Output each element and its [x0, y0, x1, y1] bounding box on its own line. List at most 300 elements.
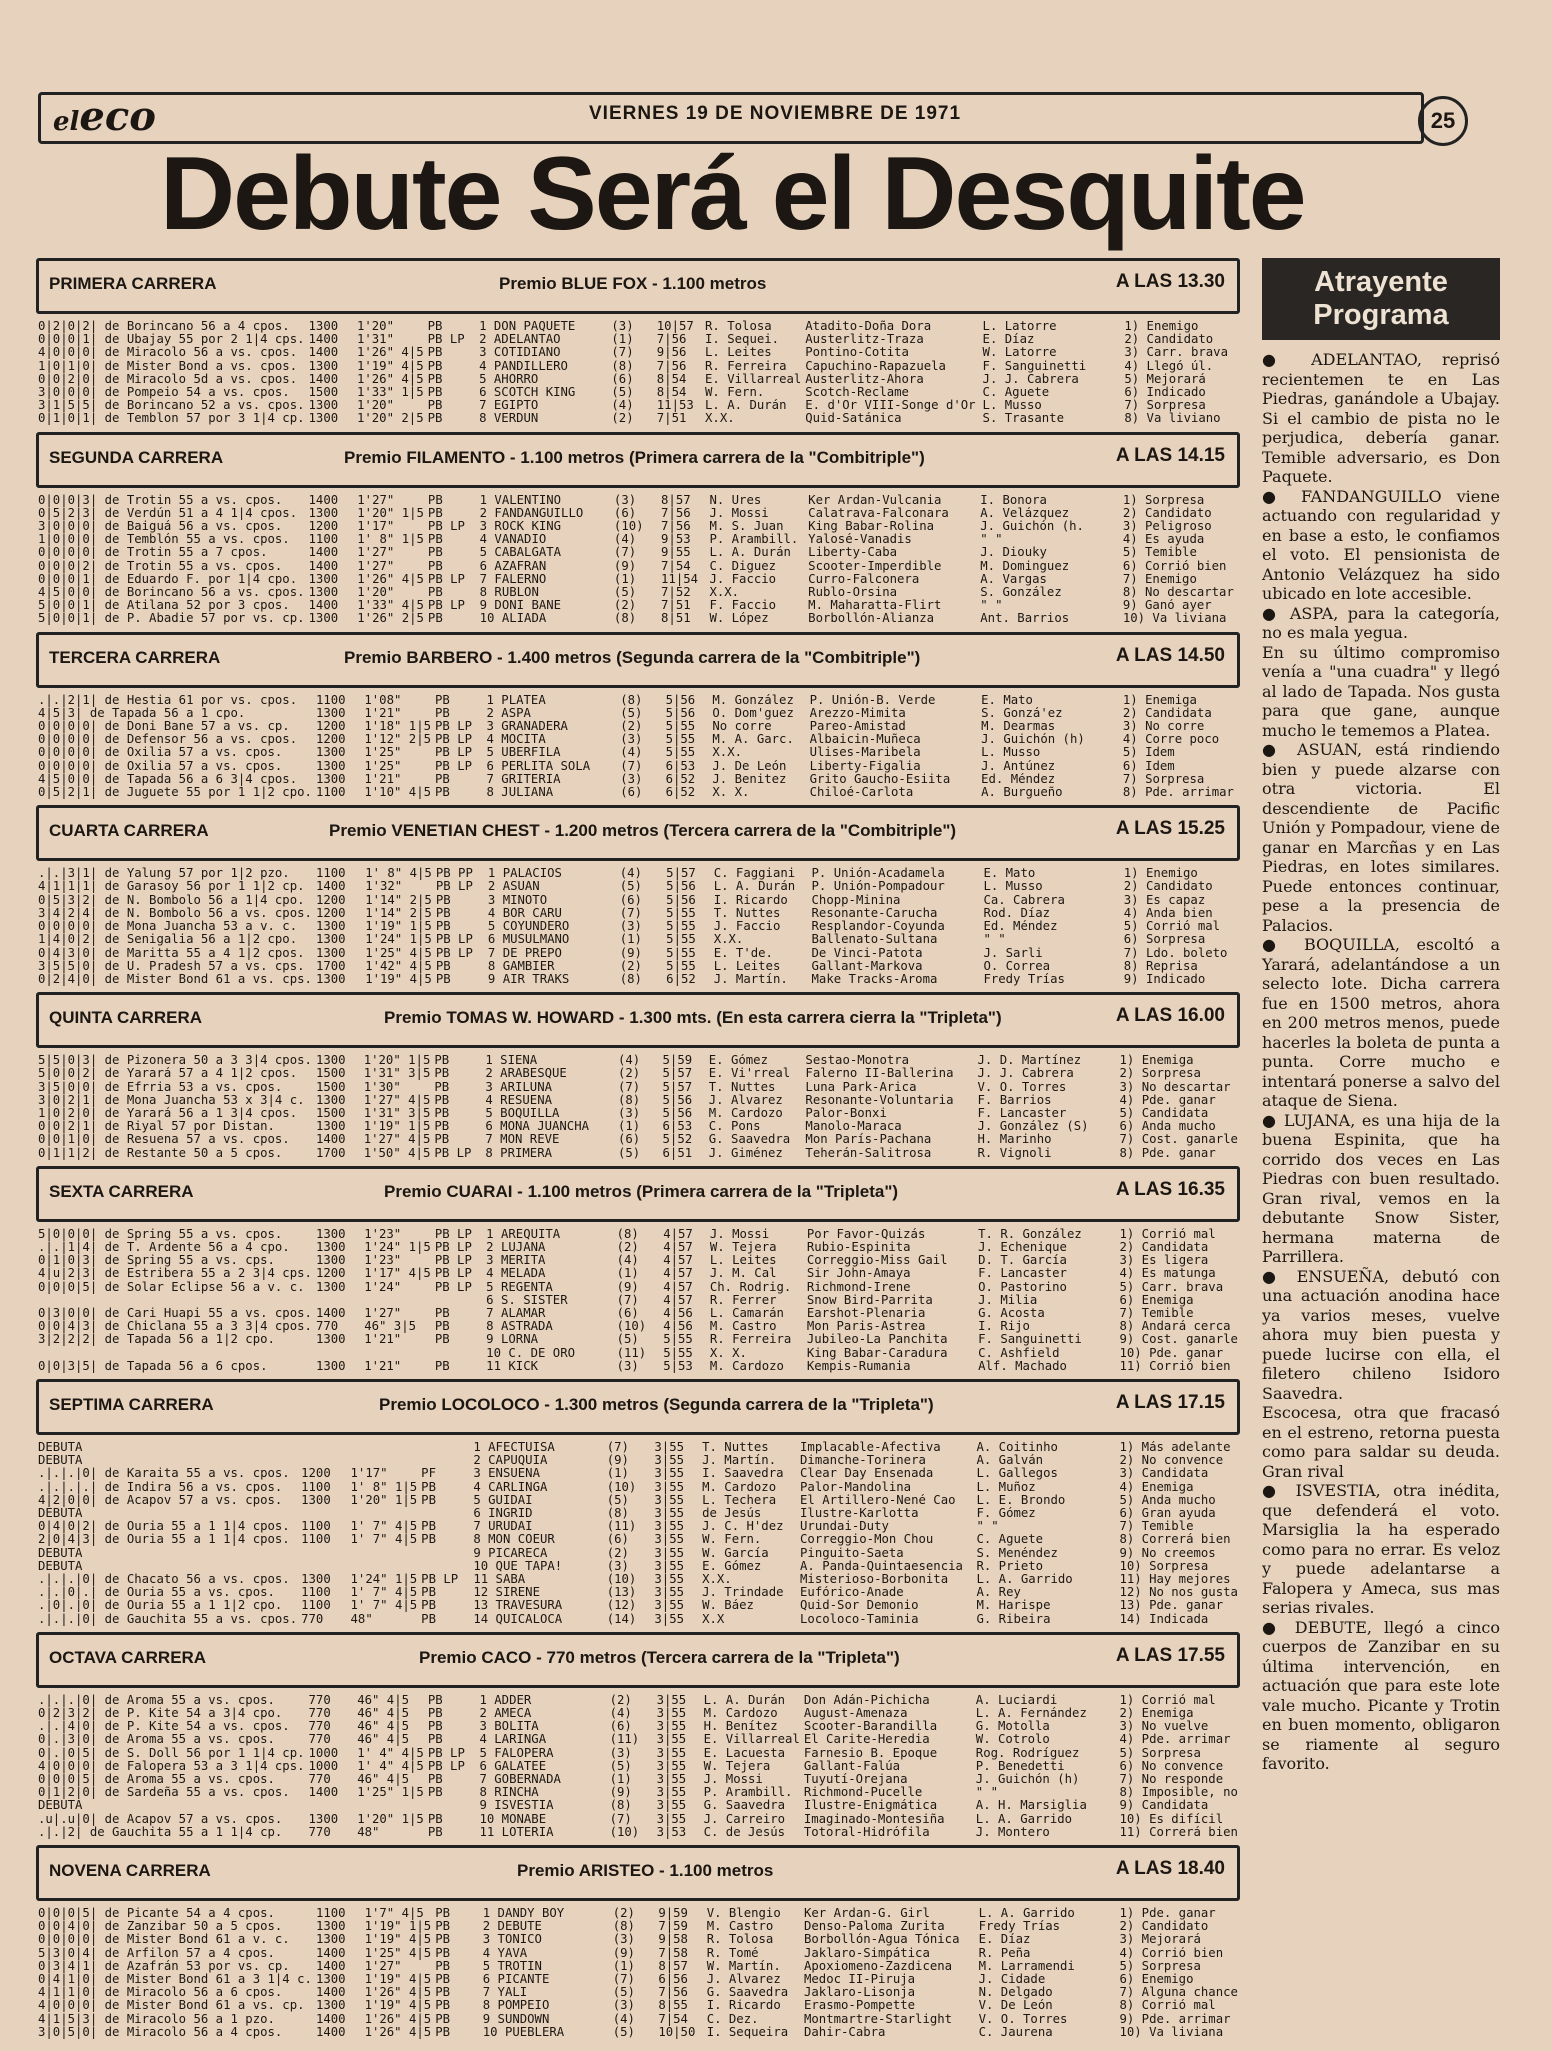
entry-cell: PB: [435, 2012, 451, 2026]
entry-cell: 4|0|0|0| de Mister Bond 61 a vs. cp.: [38, 1999, 305, 2013]
entry-cell: PB LP: [435, 946, 473, 960]
entry-cell: C. Jaurena: [978, 2025, 1053, 2039]
entry-cell: PB: [435, 706, 450, 720]
entry-cell: (2): [616, 1240, 639, 1254]
entry-cell: I. Sequei.: [705, 333, 780, 347]
entry-cell: PB: [434, 1120, 450, 1134]
entry-cell: (4): [616, 1254, 639, 1268]
entry-cell: C. Dez.: [706, 2012, 759, 2026]
entry-row: [36, 1360, 1240, 1373]
entry-cell: 3|0|0|0| de Baiguá 56 a vs. cpos.: [38, 520, 283, 534]
entry-cell: 3|55: [654, 1506, 685, 1520]
entry-cell: .|0|.|0| de Ouria 55 a 1 1|2 cpo.: [38, 1599, 283, 1613]
entry-cell: PB: [427, 1720, 443, 1734]
entry-cell: 7) Enemigo: [1122, 572, 1197, 586]
entry-cell: [299, 1547, 348, 1560]
entry-cell: J. Trindade: [702, 1586, 784, 1600]
entry-cell: 7 DE PREPO: [487, 946, 562, 960]
entry-cell: 5 BOQUILLA: [485, 1106, 560, 1120]
entry-cell: PB: [435, 920, 451, 934]
entry-cell: PB: [427, 559, 443, 573]
entry-cell: [426, 1799, 478, 1812]
entry-cell: J. J. Cabrera: [977, 1067, 1074, 1081]
race-prize: Premio CACO - 770 metros (Tercera carrera de la "Tripleta"): [419, 1647, 900, 1667]
entry-cell: 1'26" 4|5: [364, 1986, 432, 2000]
entry-cell: (8): [620, 693, 643, 707]
entry-cell: 8 RUBLON: [479, 586, 539, 600]
entry-cell: J. Benitez: [712, 772, 787, 786]
entry-cell: [314, 1294, 362, 1307]
race-time: A LAS 16.35: [1115, 1178, 1225, 1200]
entry-cell: 10) Sorpresa: [1119, 1559, 1209, 1573]
entry-row: [36, 1094, 1240, 1107]
entry-cell: Make Tracks-Aroma: [811, 972, 938, 986]
race-block: [36, 258, 1240, 426]
entry-cell: H. Marinho: [977, 1133, 1052, 1147]
entry-row: [36, 320, 1240, 333]
entry-cell: 3|1|5|5| de Borincano 52 a vs. cpos.: [38, 399, 305, 413]
entry-cell: 0|0|2|0| de Miracolo 5d a vs. cpos.: [38, 372, 298, 386]
race-time: A LAS 14.15: [1115, 444, 1225, 466]
entry-row: [36, 1347, 1240, 1360]
entry-row: [36, 1986, 1240, 1999]
entry-cell: .|.|2| de Gauchita 55 a 1 1|4 cp.: [38, 1825, 283, 1839]
entry-cell: Rublo-Orsina: [808, 586, 898, 600]
entry-cell: 1100: [315, 867, 346, 881]
entry-cell: PB LP: [427, 599, 465, 613]
entry-cell: 8|55: [658, 1999, 688, 2013]
entry-cell: 1'18" 1|5: [364, 720, 432, 734]
entry-cell: 1'10" 4|5: [364, 786, 432, 800]
entry-cell: J. M. Cal: [709, 1267, 777, 1281]
entry-cell: 4|1|1|0| de Miracolo 56 a 6 cpos.: [38, 1986, 283, 2000]
entry-row: [36, 1081, 1240, 1094]
entry-row: [36, 1120, 1240, 1133]
entry-cell: C. Aguete: [982, 386, 1050, 400]
entry-cell: De Vinci-Patota: [811, 946, 923, 960]
entry-cell: 3 MERITA: [486, 1254, 546, 1268]
entry-cell: PB: [435, 1907, 451, 1921]
entry-cell: 13) Pde. ganar: [1119, 1599, 1224, 1613]
entry-cell: PB LP: [434, 1227, 472, 1241]
entry-cell: Alf. Machado: [978, 1359, 1067, 1373]
entry-cell: PB: [434, 1067, 450, 1081]
entry-row: [36, 1067, 1240, 1080]
entry-cell: 9) No creemos: [1119, 1546, 1216, 1560]
sidebar-paragraph: ● ASUAN, está rindiendo bien y puede alzarse con otra victoria. El descendiente de Pacific Unión y Pompadour, viene de ganar en Marcñas y en Las Piedras, en lotes similares. Puede entonces continuar, pese a la presencia de Palacios.: [1262, 740, 1500, 935]
entry-cell: [349, 1560, 420, 1573]
entry-cell: 770: [301, 1612, 324, 1626]
entry-cell: 1'24" 1|5: [350, 1573, 418, 1586]
race-prize: Premio BLUE FOX - 1.100 metros: [499, 274, 767, 293]
entry-cell: 8) Andará cerca: [1119, 1320, 1231, 1334]
entry-cell: 2 ASUAN: [487, 880, 540, 894]
entry-cell: 8|54: [656, 372, 687, 386]
race-entries-table: [36, 694, 1240, 800]
entry-cell: (6): [616, 1306, 639, 1320]
entry-cell: DEBUTA: [38, 1559, 83, 1573]
entry-cell: 1300: [308, 586, 339, 600]
entry-cell: 4|57: [663, 1227, 693, 1241]
entry-cell: 5|55: [663, 1333, 693, 1347]
entry-cell: Ant. Barrios: [980, 612, 1070, 626]
race-time: A LAS 18.40: [1115, 1858, 1225, 1880]
entry-cell: 1'17": [350, 1467, 388, 1481]
entry-cell: 5|0|0|0| de Spring 55 a vs. cpos.: [38, 1227, 283, 1241]
entry-cell: 6) Indicado: [1124, 386, 1206, 400]
entry-cell: PB: [435, 693, 450, 707]
entry-row: [36, 1254, 1240, 1267]
entry-cell: Resonante-Voluntaria: [805, 1093, 954, 1107]
page-number: 25: [1418, 96, 1468, 146]
entry-cell: 4 PANDILLERO: [479, 359, 568, 373]
entry-cell: 3|55: [656, 1773, 687, 1787]
entry-cell: I. Ricardo: [706, 1999, 781, 2013]
entry-cell: 1'23": [364, 1254, 402, 1268]
entry-cell: Palor-Mandolina: [800, 1480, 912, 1494]
entry-cell: 2) Candidata: [1122, 706, 1212, 720]
entry-cell: Scotch-Reclame: [805, 386, 909, 400]
entry-cell: F. Sanguinetti: [982, 359, 1087, 373]
entry-cell: 4 RESUENA: [485, 1093, 553, 1107]
entry-cell: J. Echenique: [978, 1240, 1067, 1254]
entry-cell: PB LP: [435, 720, 473, 734]
entry-cell: Mon Paris-Astrea: [806, 1320, 926, 1334]
entry-cell: 1400: [315, 1306, 346, 1320]
race-header: [36, 1632, 1240, 1688]
entry-cell: 6 MONA JUANCHA: [485, 1120, 590, 1134]
entry-cell: 1300: [315, 1240, 346, 1254]
entry-cell: [419, 1454, 471, 1467]
entry-row: [36, 1054, 1240, 1067]
entry-row: [36, 1733, 1240, 1746]
entry-cell: 3|55: [656, 1746, 687, 1760]
entry-cell: 8|57: [658, 1959, 688, 1973]
entry-cell: Curro-Falconera: [808, 572, 920, 586]
entry-cell: 1'42" 4|5: [365, 959, 432, 973]
entry-cell: L. A. Durán: [709, 546, 791, 560]
entry-cell: 1' 8" 1|5: [350, 1480, 418, 1494]
entry-cell: (4): [613, 533, 637, 547]
entry-cell: C. Diguez: [709, 559, 777, 573]
entry-cell: 7 URUDAI: [473, 1520, 533, 1534]
entry-cell: (3): [619, 920, 642, 934]
entry-cell: Calatrava-Falconara: [808, 506, 949, 520]
entry-cell: PB LP: [435, 759, 473, 773]
entry-cell: 1 SIENA: [485, 1054, 538, 1068]
entry-cell: 5 TROTIN: [482, 1959, 542, 1973]
entry-cell: 1300: [315, 1333, 346, 1347]
entry-cell: 5|53: [663, 1359, 693, 1373]
entry-cell: 5) Anda mucho: [1119, 1493, 1216, 1507]
race-prize: Premio LOCOLOCO - 1.300 metros (Segunda carrera de la "Tripleta"): [379, 1394, 934, 1414]
entry-cell: 8) Pde. arrimar: [1122, 786, 1234, 800]
entry-cell: (4): [617, 1054, 641, 1068]
entry-cell: I. Rijo: [978, 1320, 1030, 1334]
entry-cell: 1200: [315, 906, 346, 920]
entry-cell: Richmond-Irene: [806, 1280, 911, 1294]
entry-row: [36, 2013, 1240, 2026]
entry-cell: 46" 4|5: [357, 1707, 410, 1721]
entry-cell: E. Gómez: [702, 1559, 762, 1573]
entry-cell: 4|0|0|0| de Miracolo 56 a vs. cpos.: [38, 346, 298, 360]
entry-cell: 3|55: [656, 1786, 687, 1800]
entry-cell: (1): [616, 1267, 639, 1281]
entry-cell: PB: [435, 1959, 451, 1973]
entry-row: [36, 1960, 1240, 1973]
entry-cell: (7): [606, 1440, 629, 1454]
entry-cell: F. Lancaster: [977, 1106, 1067, 1120]
entry-cell: 7|56: [658, 1986, 688, 2000]
entry-cell: 0|4|0|2| de Ouria 55 a 1 1|4 cpos.: [38, 1520, 290, 1534]
entry-cell: 1500: [315, 1080, 346, 1094]
entry-cell: PB: [427, 386, 443, 400]
entry-cell: PB: [427, 346, 443, 360]
entry-cell: Liberty-Caba: [808, 546, 898, 560]
entry-cell: [419, 1560, 471, 1573]
entry-cell: Por Favor-Quizás: [806, 1227, 926, 1241]
entry-cell: 7) Sorpresa: [1122, 772, 1205, 786]
sidebar-title-line2: Programa: [1313, 299, 1449, 331]
entry-row: [36, 586, 1240, 599]
entry-cell: 6 S. SISTER: [486, 1293, 568, 1307]
entry-cell: 1'26" 4|5: [356, 346, 424, 360]
entry-cell: (13): [606, 1586, 637, 1600]
entry-cell: 1|0|1|0| de Mister Bond a vs. cpos.: [38, 359, 298, 373]
entry-row: [36, 1494, 1240, 1507]
entry-cell: W. Cotrolo: [975, 1733, 1050, 1747]
entry-cell: 0|0|0|1| de Eduardo F. por 1|4 cpo.: [38, 572, 298, 586]
entry-cell: (4): [620, 746, 643, 760]
entry-cell: 1'20": [356, 399, 394, 413]
entry-cell: 1100: [301, 1599, 331, 1613]
entry-cell: 1'50" 4|5: [363, 1146, 431, 1160]
entry-cell: V. Blengio: [706, 1907, 781, 1921]
entry-cell: L. Techera: [702, 1493, 777, 1507]
entry-cell: PB: [427, 586, 443, 600]
entry-cell: 11|53: [656, 399, 694, 413]
entry-cell: (6): [606, 1533, 629, 1547]
entry-row: [36, 1547, 1240, 1560]
entry-cell: 4|5|0|0| de Tapada 56 a 6 3|4 cpos.: [38, 772, 298, 786]
entry-cell: 5|59: [662, 1054, 693, 1068]
entry-row: [36, 1560, 1240, 1573]
entry-cell: [419, 1441, 471, 1454]
entry-cell: 10) Va liviana: [1119, 2025, 1224, 2039]
entry-cell: .u|.u|0| de Acapov 57 a vs. cpos.: [38, 1812, 283, 1826]
race-entries-table: [36, 1228, 1240, 1373]
entry-cell: 1' 4" 4|5: [357, 1759, 424, 1773]
entry-cell: 9 DONI BANE: [479, 599, 562, 613]
entry-cell: Ed. Méndez: [983, 920, 1058, 934]
entry-cell: Jubileo-La Panchita: [806, 1333, 948, 1347]
entry-cell: 11) Correrá bien: [1119, 1825, 1238, 1839]
entry-cell: J. Alvarez: [708, 1093, 783, 1107]
entry-cell: (3): [611, 320, 634, 333]
entry-cell: 770: [315, 1320, 339, 1334]
entry-row: [36, 786, 1240, 799]
entry-cell: Scooter-Imperdible: [808, 559, 942, 573]
race-title: PRIMERA CARRERA: [49, 274, 217, 293]
entry-cell: 1300: [308, 399, 339, 413]
race-title: SEGUNDA CARRERA: [49, 447, 224, 467]
entry-cell: PB: [427, 506, 443, 520]
entry-cell: PB LP: [427, 520, 465, 534]
entry-cell: 0|1|0|1| de Temblon 57 por 3 1|4 cp.: [38, 412, 305, 426]
entry-cell: 0|3|4|1| de Azafrán 53 por vs. cp.: [38, 1959, 290, 1973]
entry-cell: 1'20" 1|5: [357, 506, 424, 520]
entry-cell: 3|55: [656, 1733, 687, 1747]
entry-cell: 3 COTIDIANO: [479, 346, 561, 360]
entry-cell: 5|56: [662, 1093, 693, 1107]
entry-cell: 1100: [301, 1586, 331, 1600]
entry-cell: 4|5|0|0| de Borincano 56 a vs. cpos.: [38, 586, 305, 600]
entry-cell: 3) Es ligera: [1119, 1254, 1209, 1268]
entry-cell: M. Harispe: [976, 1599, 1051, 1613]
entry-cell: PB: [435, 772, 450, 786]
entry-row: [36, 707, 1240, 720]
race-header: [36, 805, 1240, 861]
entry-cell: 3|2|2|2| de Tapada 56 a 1|2 cpo.: [38, 1333, 275, 1347]
entry-cell: 11) Hay mejores: [1119, 1573, 1231, 1586]
entry-cell: M. Cardozo: [708, 1106, 783, 1120]
entry-cell: 5|0|0|2| de Yarará 57 a 4 1|2 cpos.: [38, 1067, 298, 1081]
entry-cell: F. Lancaster: [978, 1267, 1067, 1281]
entry-cell: 1'26" 2|5: [357, 612, 424, 626]
entry-cell: (8): [611, 359, 634, 373]
entry-cell: 2 FANDANGUILLO: [479, 506, 584, 520]
entry-cell: (5): [617, 1146, 641, 1160]
entry-cell: PB: [421, 1612, 436, 1626]
entry-cell: 1400: [308, 599, 339, 613]
entry-cell: [433, 1294, 484, 1307]
entry-cell: Pareo-Amistad: [809, 720, 906, 734]
entry-cell: 0|0|0|0| de Mister Bond 61 a v. c.: [38, 1933, 290, 1947]
entry-cell: L. Muñoz: [976, 1480, 1036, 1494]
entry-cell: PB LP: [427, 572, 465, 586]
entry-cell: PB: [427, 1825, 443, 1839]
entry-cell: 1'19" 1|5: [363, 1120, 431, 1134]
entry-cell: W. López: [709, 612, 769, 626]
entry-cell: 3|55: [654, 1467, 685, 1481]
entry-cell: 0|5|2|1| de Juguete 55 por 1 1|2 cpo.: [38, 786, 312, 800]
entry-cell: 1'27": [364, 1959, 402, 1973]
entry-cell: X. X.: [712, 786, 750, 800]
entry-cell: 4 BOR CARU: [487, 906, 562, 920]
entry-cell: O. Correa: [983, 959, 1051, 973]
newspaper-logo: [53, 93, 156, 140]
entry-cell: 3) Mejorará: [1119, 1933, 1201, 1947]
entry-row: [36, 960, 1240, 973]
entry-cell: Resonante-Carucha: [811, 906, 938, 920]
entry-cell: H. Benítez: [703, 1720, 778, 1734]
entry-cell: [419, 1507, 471, 1520]
entry-row: [36, 1826, 1240, 1839]
entry-cell: J. C. H'dez: [702, 1520, 784, 1534]
entry-cell: (2): [606, 1546, 629, 1560]
entry-cell: X.X.: [702, 1573, 732, 1586]
entry-row: [36, 1799, 1240, 1812]
race-entries-table: [36, 867, 1240, 986]
entry-row: [36, 1241, 1240, 1254]
entry-cell: 8) No descartar: [1122, 586, 1234, 600]
entry-cell: (6): [617, 1133, 641, 1147]
sidebar-paragraph: ● BOQUILLA, escoltó a Yarará, adelantándose a un selecto lote. Dicha carrera fue en 1500 metros, ahora en 200 metros menos, puede hacerles la boleta de punta a punta. Corre mucho e intentará ponerse a salvo del ataque de Siena.: [1262, 935, 1500, 1110]
entry-row: [36, 973, 1240, 986]
entry-cell: J. Martín.: [702, 1454, 777, 1468]
entry-cell: 3) No vuelve: [1119, 1720, 1209, 1734]
entry-cell: 5|3|0|4| de Arfilon 57 a 4 cpos.: [38, 1946, 275, 1960]
entry-cell: 0|5|3|2| de N. Bombolo 56 a 1|4 cpo.: [38, 893, 305, 907]
sidebar-paragraph: En su último compromiso venía a "una cuadra" y llegó al lado de Tapada. Nos gusta para que gane, aunque mucho le tememos a Platea.: [1262, 642, 1500, 740]
entry-cell: 6 PERLITA SOLA: [486, 759, 591, 773]
entry-cell: 7|56: [656, 359, 687, 373]
race-block: [36, 805, 1240, 986]
entry-cell: L. Leites: [713, 959, 781, 973]
entry-cell: 3 TONICO: [482, 1933, 542, 1947]
entry-cell: Rod. Díaz: [983, 906, 1051, 920]
entry-cell: 2) Candidato: [1122, 506, 1212, 520]
entry-cell: 2) Candidata: [1119, 1240, 1209, 1254]
entry-cell: 5|56: [665, 706, 696, 720]
entry-row: [36, 1933, 1240, 1946]
entry-cell: R. Tolosa: [705, 320, 772, 333]
entry-cell: 1200: [315, 1267, 346, 1281]
entry-cell: 8|57: [661, 493, 691, 507]
sidebar-paragraph: ● ADELANTAO, reprisó recientemen te en Las Piedras, ganándole a Ubajay. Si el cambio de pista no le perjudica, debería ganar. Temible adversario, es Don Paquete.: [1262, 350, 1500, 486]
entry-row: [36, 1520, 1240, 1533]
sidebar-paragraph: ● DEBUTE, llegó a cinco cuerpos de Zanzibar en su última intervención, en actuación que para este lote vale mucho. Picante y Trotin en buen momento, obligaron se riamente al seguro favorito.: [1262, 1617, 1500, 1773]
entry-cell: (9): [609, 1786, 632, 1800]
entry-cell: 9 PICARECA: [473, 1546, 548, 1560]
entry-cell: L. A. Garrido: [976, 1573, 1073, 1586]
entry-cell: PB: [434, 1106, 450, 1120]
entry-cell: 3|55: [654, 1599, 685, 1613]
entry-row: [36, 947, 1240, 960]
entry-cell: 4 MOCITA: [486, 733, 546, 747]
entry-cell: 1400: [308, 546, 339, 560]
entry-cell: W. Latorre: [982, 346, 1057, 360]
entry-cell: 1'24" 1|5: [365, 933, 432, 947]
entry-cell: F. Gómez: [976, 1506, 1036, 1520]
entry-cell: 48": [357, 1825, 380, 1839]
entry-cell: (5): [616, 1333, 639, 1347]
entry-cell: (7): [612, 1973, 635, 1987]
entry-cell: 5|55: [663, 1346, 693, 1360]
race-entries-table: [36, 320, 1240, 426]
entry-cell: 0|2|3|2| de P. Kite 54 a 3|4 cpo.: [38, 1707, 283, 1721]
race-prize: Premio CUARAI - 1.100 metros (Primera carrera de la "Tripleta"): [384, 1181, 899, 1201]
entry-cell: 3) Candidata: [1119, 1467, 1209, 1481]
entry-cell: 1' 7" 4|5: [350, 1599, 418, 1613]
entry-cell: 1400: [315, 1946, 346, 1960]
entry-cell: A. Vargas: [980, 572, 1047, 586]
entry-cell: P. Benedetti: [975, 1759, 1065, 1773]
entry-cell: No corre: [712, 720, 772, 734]
entry-cell: 1'27": [364, 1306, 402, 1320]
entry-cell: 1 PLATEA: [486, 693, 546, 707]
entry-row: [36, 1294, 1240, 1307]
entry-cell: PB: [427, 320, 443, 333]
entry-cell: A. Galván: [976, 1454, 1044, 1468]
entry-row: [36, 1973, 1240, 1986]
entry-cell: 6 AZAFRAN: [479, 559, 547, 573]
entry-cell: " ": [983, 933, 1006, 947]
entry-cell: 5|55: [665, 720, 696, 734]
entry-cell: [349, 1454, 420, 1467]
entry-row: [36, 2026, 1240, 2039]
entry-cell: 3|55: [654, 1546, 685, 1560]
